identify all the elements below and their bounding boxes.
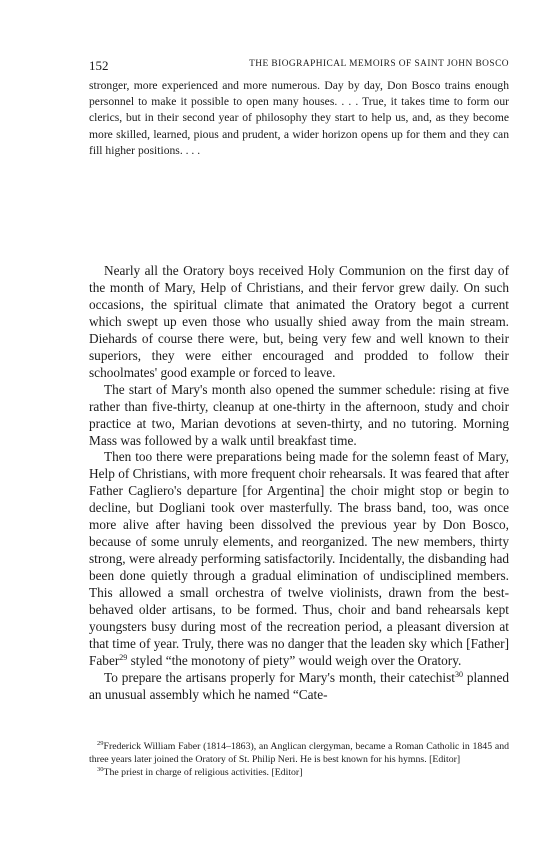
paragraph-artisans-end: planned an unusual assembly which he named “Cate- <box>89 669 509 702</box>
page-number: 152 <box>89 58 109 73</box>
footnote-ref-29: 29 <box>119 652 128 662</box>
paragraph-artisans <box>89 670 509 704</box>
footnote-mark: 30 <box>97 766 104 774</box>
paragraph-communion: Nearly all the Oratory boys received Holy Communion on the first day of the month of Mary, Help of Christians, and their fervor grew daily. On such occasions, the spiritual climate that animated the Oratory begot a current which swept up even those who usually shied away from the main stream. Diehards of course there were, but, being very few and well known to their superiors, they were either encouraged and prodded to follow their schoolmates' good example or forced to leave. <box>89 263 509 380</box>
footnotes <box>89 740 509 780</box>
paragraph-feast-end: styled “the monotony of piety” would weigh over the Oratory. <box>127 652 462 668</box>
running-head: THE BIOGRAPHICAL MEMOIRS OF SAINT JOHN BOSCO <box>249 59 509 69</box>
footnote-text: Frederick William Faber (1814–1863), an Anglican clergyman, became a Roman Catholic in 1845 and three years later joined the Oratory of St. Philip Neri. He is best known for his hymns. [Editor] <box>89 741 509 766</box>
footnote-text: The priest in charge of religious activities. [Editor] <box>103 767 303 779</box>
paragraph-summer-schedule: The start of Mary's month also opened the summer schedule: rising at five rather than five-thirty, cleanup at one-thirty in the afternoon, study and choir practice at two, Marian devotions at seven-thirty, and no tutoring. Morning Mass was followed by a walk until breakfast time. <box>89 381 509 448</box>
page-header <box>89 58 509 74</box>
paragraph-artisans-text: To prepare the artisans properly for Mary's month, their catechist <box>104 669 455 685</box>
footnote-30 <box>89 766 509 779</box>
footnote-29 <box>89 740 509 766</box>
block-quote: stronger, more experienced and more numerous. Day by day, Don Bosco trains enough personnel to make it possible to open many houses. . . . True, it takes time to form our clerics, but in their second year of philosophy they start to help us, and, as they become more skilled, learned, pious and prudent, a wider horizon opens up for them and they can fill higher positions. . . . <box>89 79 509 157</box>
paragraph-feast-text: Then too there were preparations being made for the solemn feast of Mary, Help of Christians, with more frequent choir rehearsals. It was feared that after Father Cagliero's departure [for Argentina] the choir might stop or begin to decline, but Dogliani took over masterfully. The brass band, too, was once more alive after having been dissolved the previous year by Don Bosco, because of some unruly elements, and reorganized. The new members, thirty strong, were already performing satisfactorily. Incidentally, the disbanding had been done quietly through a gradual elimination of undisciplined members. This allowed a small orchestra of twelve violinists, drawn from the best-behaved older artisans, to be formed. Thus, choir and band rehearsals kept youngsters busy during most of the recreation period, a pleasant diversion at that time of year. Truly, there was no danger that the leaden sky which [Father] Faber <box>89 449 509 668</box>
footnote-mark: 29 <box>97 740 104 747</box>
footnote-ref-30: 30 <box>454 669 463 679</box>
body-text <box>89 263 509 704</box>
paragraph-feast-preparations <box>89 449 509 669</box>
